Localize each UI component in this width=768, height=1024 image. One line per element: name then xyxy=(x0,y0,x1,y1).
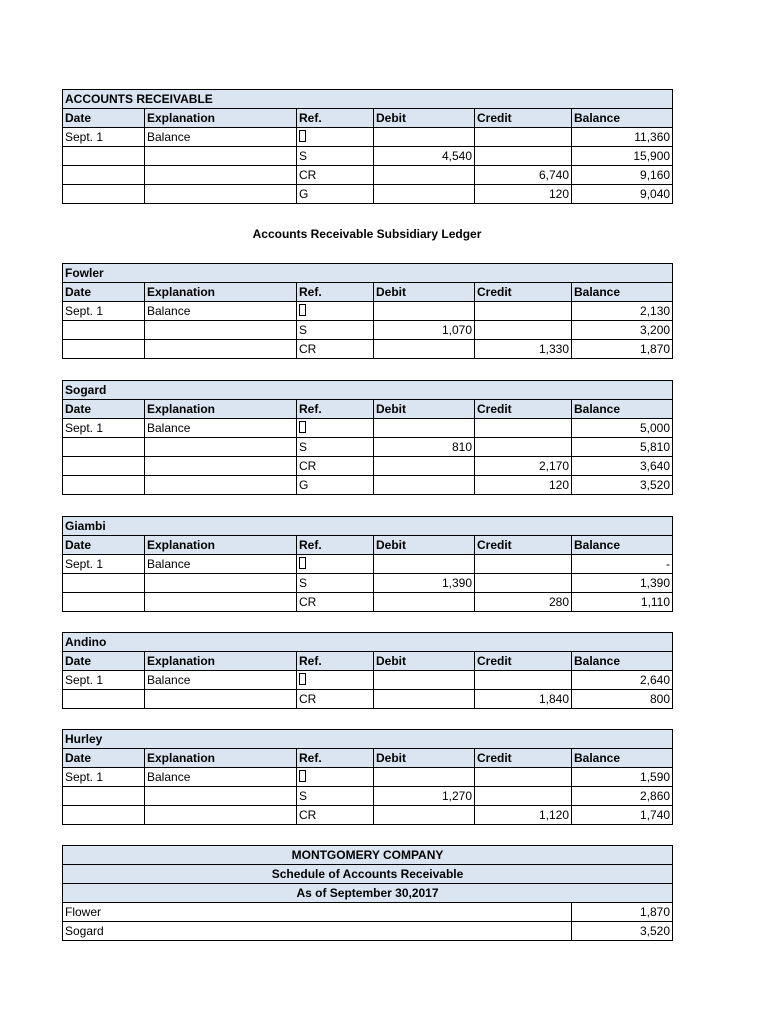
ref-cell: S xyxy=(297,787,374,806)
table-row xyxy=(63,321,673,340)
debit-cell xyxy=(374,340,475,359)
date-cell: Sept. 1 xyxy=(63,128,145,147)
date-cell xyxy=(63,340,145,359)
amount-cell: 1,870 xyxy=(572,903,673,922)
ref-cell: G xyxy=(297,476,374,495)
date-cell xyxy=(63,147,145,166)
date-cell xyxy=(63,787,145,806)
balance-cell: 5,000 xyxy=(572,419,673,438)
table-row xyxy=(63,128,673,147)
credit-cell xyxy=(475,147,572,166)
missing-glyph-icon xyxy=(299,421,306,433)
missing-glyph-icon xyxy=(299,130,306,142)
table-row xyxy=(63,806,673,825)
balance-cell: 3,520 xyxy=(572,476,673,495)
date-cell xyxy=(63,457,145,476)
sogard-ledger xyxy=(62,380,673,495)
explanation-cell: Balance xyxy=(145,302,297,321)
debit-cell xyxy=(374,166,475,185)
credit-cell xyxy=(475,555,572,574)
ref-cell xyxy=(297,555,374,574)
table-row xyxy=(63,574,673,593)
debit-cell: 1,070 xyxy=(374,321,475,340)
ledger-title: Sogard xyxy=(63,381,673,400)
column-header-explanation: Explanation xyxy=(145,652,297,671)
table-row xyxy=(63,340,673,359)
column-header-date: Date xyxy=(63,283,145,302)
schedule-of-accounts-receivable xyxy=(62,845,673,941)
explanation-cell xyxy=(145,690,297,709)
column-header-debit: Debit xyxy=(374,749,475,768)
debit-cell xyxy=(374,302,475,321)
debit-cell xyxy=(374,671,475,690)
explanation-cell xyxy=(145,185,297,204)
credit-cell xyxy=(475,574,572,593)
ledger-title: Fowler xyxy=(63,264,673,283)
ref-cell xyxy=(297,128,374,147)
column-header-balance: Balance xyxy=(572,400,673,419)
balance-cell: 1,110 xyxy=(572,593,673,612)
debit-cell: 810 xyxy=(374,438,475,457)
column-header-ref: Ref. xyxy=(297,749,374,768)
explanation-cell: Balance xyxy=(145,671,297,690)
explanation-cell xyxy=(145,593,297,612)
table-row xyxy=(63,690,673,709)
table-row xyxy=(63,555,673,574)
debit-cell xyxy=(374,457,475,476)
ref-cell xyxy=(297,419,374,438)
debit-cell xyxy=(374,690,475,709)
credit-cell xyxy=(475,768,572,787)
column-header-credit: Credit xyxy=(475,283,572,302)
date-cell xyxy=(63,185,145,204)
column-header-explanation: Explanation xyxy=(145,536,297,555)
explanation-cell xyxy=(145,476,297,495)
missing-glyph-icon xyxy=(299,304,306,316)
table-row xyxy=(63,787,673,806)
explanation-cell xyxy=(145,457,297,476)
column-header-date: Date xyxy=(63,400,145,419)
credit-cell: 280 xyxy=(475,593,572,612)
credit-cell xyxy=(475,128,572,147)
balance-cell: 1,740 xyxy=(572,806,673,825)
hurley-ledger xyxy=(62,729,673,825)
credit-cell: 120 xyxy=(475,185,572,204)
balance-cell: 1,390 xyxy=(572,574,673,593)
table-row xyxy=(63,419,673,438)
credit-cell xyxy=(475,321,572,340)
missing-glyph-icon xyxy=(299,557,306,569)
date-cell xyxy=(63,593,145,612)
debit-cell xyxy=(374,555,475,574)
balance-cell: 800 xyxy=(572,690,673,709)
ref-cell xyxy=(297,768,374,787)
credit-cell: 6,740 xyxy=(475,166,572,185)
ledger-title: Andino xyxy=(63,633,673,652)
date-cell xyxy=(63,476,145,495)
table-row xyxy=(63,185,673,204)
table-row xyxy=(63,302,673,321)
explanation-cell xyxy=(145,166,297,185)
explanation-cell: Balance xyxy=(145,555,297,574)
column-header-debit: Debit xyxy=(374,400,475,419)
explanation-cell xyxy=(145,340,297,359)
balance-cell: 3,640 xyxy=(572,457,673,476)
column-header-credit: Credit xyxy=(475,400,572,419)
column-header-date: Date xyxy=(63,109,145,128)
credit-cell xyxy=(475,787,572,806)
ref-cell: S xyxy=(297,321,374,340)
table-row xyxy=(63,768,673,787)
missing-glyph-icon xyxy=(299,673,306,685)
column-header-balance: Balance xyxy=(572,536,673,555)
column-header-credit: Credit xyxy=(475,536,572,555)
ref-cell: CR xyxy=(297,340,374,359)
giambi-ledger xyxy=(62,516,673,612)
balance-cell: 15,900 xyxy=(572,147,673,166)
column-header-debit: Debit xyxy=(374,536,475,555)
schedule-title: Schedule of Accounts Receivable xyxy=(63,865,673,884)
explanation-cell xyxy=(145,787,297,806)
balance-cell: 1,870 xyxy=(572,340,673,359)
company-name: MONTGOMERY COMPANY xyxy=(63,846,673,865)
column-header-ref: Ref. xyxy=(297,283,374,302)
balance-cell: 2,130 xyxy=(572,302,673,321)
ref-cell: S xyxy=(297,574,374,593)
ref-cell xyxy=(297,671,374,690)
credit-cell: 2,170 xyxy=(475,457,572,476)
column-header-debit: Debit xyxy=(374,652,475,671)
date-cell xyxy=(63,321,145,340)
column-header-date: Date xyxy=(63,536,145,555)
column-header-debit: Debit xyxy=(374,283,475,302)
andino-ledger xyxy=(62,632,673,709)
date-cell: Sept. 1 xyxy=(63,302,145,321)
balance-cell: 9,040 xyxy=(572,185,673,204)
ref-cell: CR xyxy=(297,806,374,825)
column-header-explanation: Explanation xyxy=(145,749,297,768)
missing-glyph-icon xyxy=(299,770,306,782)
credit-cell: 1,840 xyxy=(475,690,572,709)
balance-cell: 2,860 xyxy=(572,787,673,806)
debit-cell: 1,270 xyxy=(374,787,475,806)
balance-cell: 1,590 xyxy=(572,768,673,787)
date-cell xyxy=(63,166,145,185)
debit-cell xyxy=(374,185,475,204)
table-row xyxy=(63,476,673,495)
credit-cell: 1,330 xyxy=(475,340,572,359)
column-header-balance: Balance xyxy=(572,749,673,768)
date-cell xyxy=(63,574,145,593)
column-header-date: Date xyxy=(63,652,145,671)
ledger-title: ACCOUNTS RECEIVABLE xyxy=(63,90,673,109)
debit-cell xyxy=(374,768,475,787)
balance-cell: - xyxy=(572,555,673,574)
credit-cell: 120 xyxy=(475,476,572,495)
column-header-explanation: Explanation xyxy=(145,109,297,128)
balance-cell: 3,200 xyxy=(572,321,673,340)
credit-cell: 1,120 xyxy=(475,806,572,825)
date-cell xyxy=(63,806,145,825)
ref-cell: G xyxy=(297,185,374,204)
ref-cell: CR xyxy=(297,457,374,476)
column-header-explanation: Explanation xyxy=(145,283,297,302)
debit-cell xyxy=(374,593,475,612)
accounts-receivable-ledger xyxy=(62,89,673,204)
explanation-cell xyxy=(145,321,297,340)
explanation-cell xyxy=(145,147,297,166)
explanation-cell xyxy=(145,806,297,825)
column-header-balance: Balance xyxy=(572,652,673,671)
table-row xyxy=(63,166,673,185)
debit-cell xyxy=(374,476,475,495)
column-header-debit: Debit xyxy=(374,109,475,128)
column-header-ref: Ref. xyxy=(297,400,374,419)
balance-cell: 11,360 xyxy=(572,128,673,147)
debit-cell: 1,390 xyxy=(374,574,475,593)
ref-cell: CR xyxy=(297,166,374,185)
ledger-title: Giambi xyxy=(63,517,673,536)
credit-cell xyxy=(475,302,572,321)
customer-name-cell: Sogard xyxy=(63,922,572,941)
date-cell: Sept. 1 xyxy=(63,419,145,438)
customer-name-cell: Flower xyxy=(63,903,572,922)
column-header-date: Date xyxy=(63,749,145,768)
subsidiary-ledger-heading: Accounts Receivable Subsidiary Ledger xyxy=(252,227,482,241)
explanation-cell: Balance xyxy=(145,419,297,438)
ref-cell: CR xyxy=(297,690,374,709)
explanation-cell: Balance xyxy=(145,128,297,147)
table-row xyxy=(63,903,673,922)
date-cell xyxy=(63,438,145,457)
schedule-date: As of September 30,2017 xyxy=(63,884,673,903)
ref-cell xyxy=(297,302,374,321)
explanation-cell xyxy=(145,574,297,593)
debit-cell: 4,540 xyxy=(374,147,475,166)
table-row xyxy=(63,922,673,941)
column-header-credit: Credit xyxy=(475,749,572,768)
column-header-credit: Credit xyxy=(475,109,572,128)
column-header-balance: Balance xyxy=(572,283,673,302)
table-row xyxy=(63,457,673,476)
explanation-cell xyxy=(145,438,297,457)
ref-cell: CR xyxy=(297,593,374,612)
debit-cell xyxy=(374,128,475,147)
column-header-ref: Ref. xyxy=(297,536,374,555)
balance-cell: 5,810 xyxy=(572,438,673,457)
table-row xyxy=(63,147,673,166)
debit-cell xyxy=(374,419,475,438)
column-header-explanation: Explanation xyxy=(145,400,297,419)
column-header-balance: Balance xyxy=(572,109,673,128)
ref-cell: S xyxy=(297,438,374,457)
date-cell: Sept. 1 xyxy=(63,671,145,690)
balance-cell: 2,640 xyxy=(572,671,673,690)
amount-cell: 3,520 xyxy=(572,922,673,941)
table-row xyxy=(63,671,673,690)
credit-cell xyxy=(475,419,572,438)
ref-cell: S xyxy=(297,147,374,166)
date-cell: Sept. 1 xyxy=(63,768,145,787)
table-row xyxy=(63,438,673,457)
date-cell xyxy=(63,690,145,709)
table-row xyxy=(63,593,673,612)
column-header-ref: Ref. xyxy=(297,109,374,128)
debit-cell xyxy=(374,806,475,825)
date-cell: Sept. 1 xyxy=(63,555,145,574)
fowler-ledger xyxy=(62,263,673,359)
column-header-credit: Credit xyxy=(475,652,572,671)
credit-cell xyxy=(475,438,572,457)
column-header-ref: Ref. xyxy=(297,652,374,671)
credit-cell xyxy=(475,671,572,690)
balance-cell: 9,160 xyxy=(572,166,673,185)
explanation-cell: Balance xyxy=(145,768,297,787)
ledger-title: Hurley xyxy=(63,730,673,749)
